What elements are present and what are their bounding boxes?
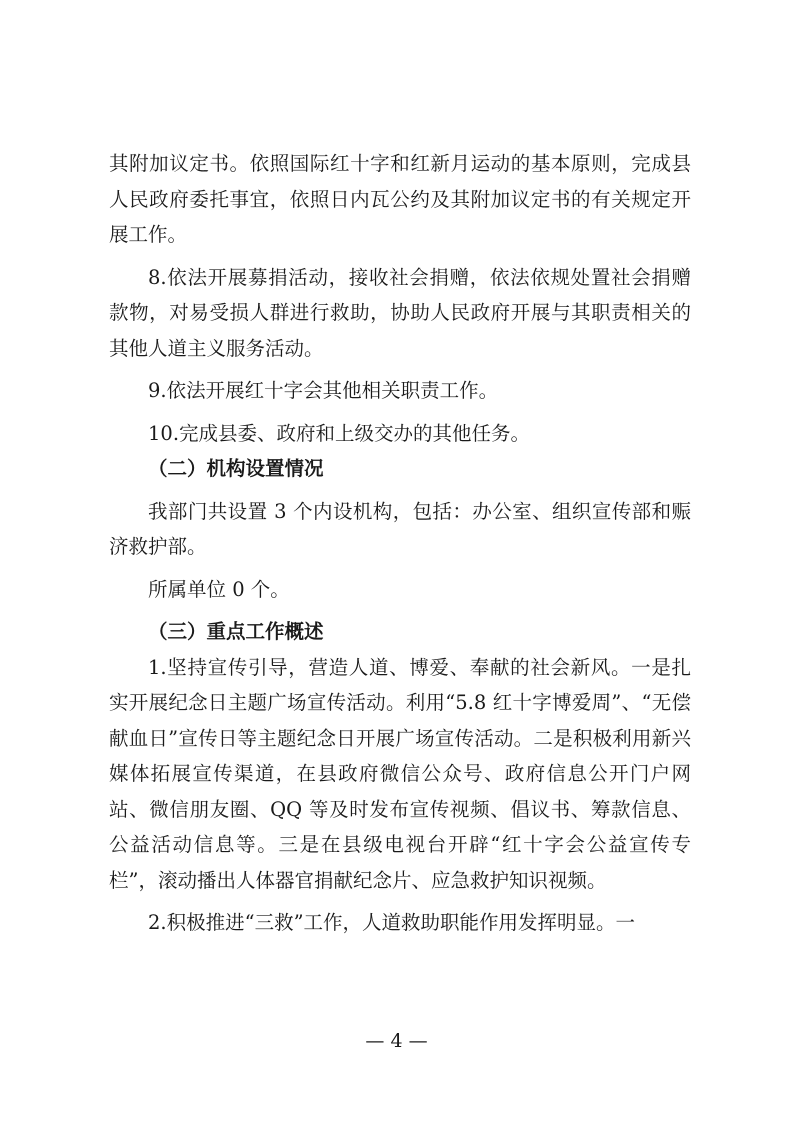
- paragraph-key-work-1: 1.坚持宣传引导，营造人道、博爱、奉献的社会新风。一是扎实开展纪念日主题广场宣传活动。利用“5.8 红十字博爱周”、“无偿献血日”宣传日等主题纪念日开展广场宣传活动。二是积极利用新兴媒体拓展宣传渠道，在县政府微信公众号、政府信息公开门户网站、微信朋友圈、QQ 等及时发布宣传视频、倡议书、筹款信息、公益活动信息等。三是在县级电视台开辟“红十字会公益宣传专栏”，滚动播出人体器官捐献纪念片、应急救护知识视频。: [109, 655, 691, 892]
- paragraph-continuation: 其附加议定书。依照国际红十字和红新月运动的基本原则，完成县人民政府委托事宜，依照日内瓦公约及其附加议定书的有关规定开展工作。: [109, 152, 691, 246]
- paragraph-item-9: 9.依法开展红十字会其他相关职责工作。: [148, 379, 499, 402]
- page-number: — 4 —: [365, 1030, 428, 1052]
- paragraph-item-10: 10.完成县委、政府和上级交办的其他任务。: [148, 421, 531, 445]
- section-heading-key-work: （三）重点工作概述: [148, 620, 324, 643]
- paragraph-item-8: 8.依法开展募捐活动，接收社会捐赠，依法依规处置社会捐赠款物，对易受损人群进行救助，协助人民政府开展与其职责相关的其他人道主义服务活动。: [109, 265, 691, 360]
- paragraph-affiliated-units: 所属单位 0 个。: [148, 577, 290, 601]
- paragraph-key-work-2: 2.积极推进“三救”工作，人道救助职能作用发挥明显。一: [148, 911, 636, 934]
- section-heading-organization: （二）机构设置情况: [148, 457, 324, 480]
- document-body: [109, 146, 691, 941]
- paragraph-organization: 我部门共设置 3 个内设机构，包括：办公室、组织宣传部和赈济救护部。: [109, 499, 691, 558]
